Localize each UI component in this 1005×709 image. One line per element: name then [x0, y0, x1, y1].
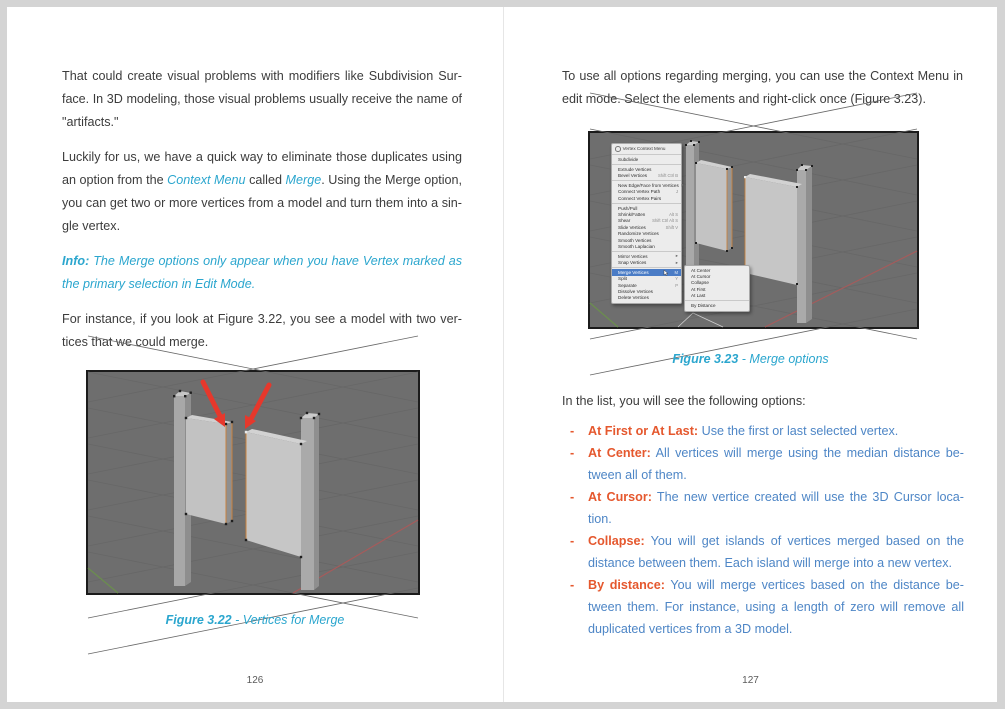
- text-line: tion.: [588, 512, 612, 526]
- right-post: [797, 165, 812, 323]
- menu-item-smooth-laplacian: Smooth Laplacian: [618, 243, 655, 249]
- menu-item-merge-vertices: Merge Vertices M: [612, 269, 681, 275]
- menu-item-at-first: At First: [691, 286, 706, 292]
- shortcut-label: Shift V: [665, 224, 678, 230]
- menu-separator: [612, 164, 681, 165]
- figure-caption-number: Figure 3.22: [165, 613, 232, 627]
- figure-caption-number: Figure 3.23: [672, 352, 739, 366]
- merge-option-item: [562, 574, 964, 640]
- text-line: "artifacts.": [62, 115, 119, 129]
- figure-caption-322: [7, 613, 503, 627]
- menu-item-collapse: Collapse: [691, 280, 709, 286]
- menu-item-separate: Separate P: [618, 282, 678, 288]
- text-line: you can get two or more vertices from a model and turn them into a sin-: [62, 196, 462, 210]
- menu-item-shrink-fatten: Shrink/Fatten Alt S: [618, 212, 678, 218]
- text-line: edit mode. Select the elements and right-click once (Figure 3.23).: [562, 92, 927, 106]
- text-line: For instance, if you look at Figure 3.22, you see a model with two ver-: [62, 312, 462, 326]
- text-line: the primary selection in Edit Mode.: [62, 277, 256, 291]
- menu-item-at-cursor: At Cursor: [691, 274, 711, 280]
- page-number-left: 126: [246, 675, 264, 686]
- active-vertex-dot: [245, 431, 248, 434]
- left-text-column: [62, 65, 462, 366]
- merge-options-list: [562, 420, 964, 640]
- paragraph: [62, 308, 462, 354]
- page-number-right: 127: [742, 675, 759, 686]
- shortcut-label: Alt S: [669, 212, 678, 218]
- paragraph: [62, 65, 462, 134]
- text-line: tween them. For instance, using a length of zero will remove all: [588, 600, 964, 614]
- shortcut-label: J: [675, 189, 678, 195]
- text-line: tices that we could merge.: [62, 335, 209, 349]
- text-line: distance between them. Each island will merge into a new vertex.: [588, 556, 953, 570]
- menu-item-extrude-vertices: Extrude Vertices: [618, 166, 652, 172]
- menu-separator: [612, 154, 681, 155]
- menu-item-new-edge-face-from-vertices: New Edge/Face from Vertices F: [618, 183, 684, 189]
- viewport-3d-render: [88, 372, 418, 593]
- left-panel: [186, 415, 232, 524]
- figure-caption-text: - Vertices for Merge: [231, 613, 345, 627]
- figure-3-23: [588, 131, 919, 329]
- menu-item-delete-vertices: Delete Vertices: [618, 295, 649, 301]
- menu-separator: [612, 203, 681, 204]
- submenu-arrow-icon: ▸: [675, 253, 678, 259]
- text-line: duplicated vertices from a 3D model.: [588, 622, 793, 636]
- text-line: Collapse: You will get islands of vertices merged based on the: [588, 534, 964, 548]
- merge-vertices-submenu: [684, 265, 750, 312]
- shortcut-label: Shift Ctrl B: [657, 173, 678, 179]
- menu-item-connect-vertex-pairs: Connect Vertex Pairs: [618, 195, 662, 201]
- paragraph: [62, 146, 462, 238]
- menu-item-smooth-vertices: Smooth Vertices: [618, 237, 652, 243]
- menu-item-connect-vertex-path: Connect Vertex Path J: [618, 189, 678, 195]
- text-line: By distance: You will merge vertices based on the distance be-: [588, 578, 964, 592]
- menu-item-randomize-vertices: Randomize Vertices: [618, 231, 659, 237]
- figure-caption-323: [504, 352, 997, 366]
- shortcut-label: M: [674, 269, 678, 275]
- shortcut-label: P: [675, 282, 678, 288]
- text-line: tween all of them.: [588, 468, 687, 482]
- right-panel: [745, 174, 802, 285]
- merge-option-item: [562, 442, 964, 486]
- page-left: [7, 7, 504, 702]
- menu-item-subdivide: Subdivide: [618, 157, 639, 163]
- menu-item-split: Split Y: [618, 276, 678, 282]
- menu-separator: [685, 300, 749, 301]
- vertex-context-menu: [611, 143, 682, 304]
- menu-separator: [612, 267, 681, 268]
- shortcut-label: Y: [675, 276, 678, 282]
- text-line: At First or At Last: Use the first or last selected vertex.: [588, 424, 899, 438]
- text-line: an option from the Context Menu called Merge. Using the Merge option,: [62, 173, 463, 187]
- info-note: [62, 250, 462, 296]
- paragraph: [562, 65, 963, 111]
- page-right: [504, 7, 997, 702]
- menu-item-at-last: At Last: [691, 293, 706, 299]
- list-intro-text: In the list, you will see the following options:: [562, 394, 806, 408]
- text-line: At Cursor: The new vertice created will use the 3D Cursor loca-: [588, 490, 964, 504]
- menu-header-icon: [615, 146, 621, 152]
- bullet-dash: -: [570, 578, 575, 592]
- shortcut-label: Shift Ctrl Alt S: [652, 218, 678, 224]
- right-intro-paragraph: [562, 65, 963, 123]
- text-line: To use all options regarding merging, you can use the Context Menu in: [562, 69, 963, 83]
- menu-separator: [612, 251, 681, 252]
- active-vertex-dot: [744, 176, 746, 178]
- merge-option-item: [562, 420, 964, 442]
- list-intro-line: [562, 390, 963, 413]
- bullet-dash: -: [570, 490, 575, 504]
- menu-item-dissolve-vertices: Dissolve Vertices: [618, 289, 653, 295]
- figure-caption-text: - Merge options: [738, 352, 829, 366]
- menu-item-by-distance: By Distance: [691, 303, 716, 309]
- bullet-dash: -: [570, 446, 575, 460]
- menu-item-slide-vertices: Slide Vertices Shift V: [618, 224, 678, 230]
- merge-option-item: [562, 530, 964, 574]
- text-line: That could create visual problems with modifiers like Subdivision Sur-: [62, 69, 462, 83]
- text-line: At Center: All vertices will merge using the median distance be-: [588, 446, 964, 460]
- context-menu-header: [612, 145, 681, 153]
- menu-item-bevel-vertices: Bevel Vertices Shift Ctrl B: [618, 173, 678, 179]
- left-panel: [696, 160, 732, 251]
- shortcut-label: F: [680, 183, 684, 189]
- menu-item-push-pull: Push/Pull: [618, 205, 638, 211]
- text-line: face. In 3D modeling, those visual problems usually receive the name of: [62, 92, 462, 106]
- bullet-dash: -: [570, 534, 575, 548]
- bullet-dash: -: [570, 424, 575, 438]
- text-line: gle vertex.: [62, 219, 121, 233]
- menu-item-shear: Shear Shift Ctrl Alt S: [618, 218, 678, 224]
- text-line: Luckily for us, we have a quick way to eliminate those duplicates using: [62, 150, 462, 164]
- menu-item-at-center: At Center: [691, 267, 711, 273]
- context-menu-title: Vertex Context Menu: [622, 146, 666, 152]
- figure-3-22: [86, 370, 420, 595]
- text-line: Info: The Merge options only appear when you have Vertex marked as: [62, 254, 462, 268]
- merge-option-item: [562, 486, 964, 530]
- menu-item-snap-vertices: Snap Vertices ▸: [618, 259, 678, 266]
- menu-item-mirror-vertices: Mirror Vertices ▸: [618, 253, 678, 259]
- menu-separator: [612, 180, 681, 181]
- right-post: [301, 413, 319, 590]
- right-panel: [246, 429, 307, 557]
- submenu-arrow-icon: ▸: [675, 259, 678, 265]
